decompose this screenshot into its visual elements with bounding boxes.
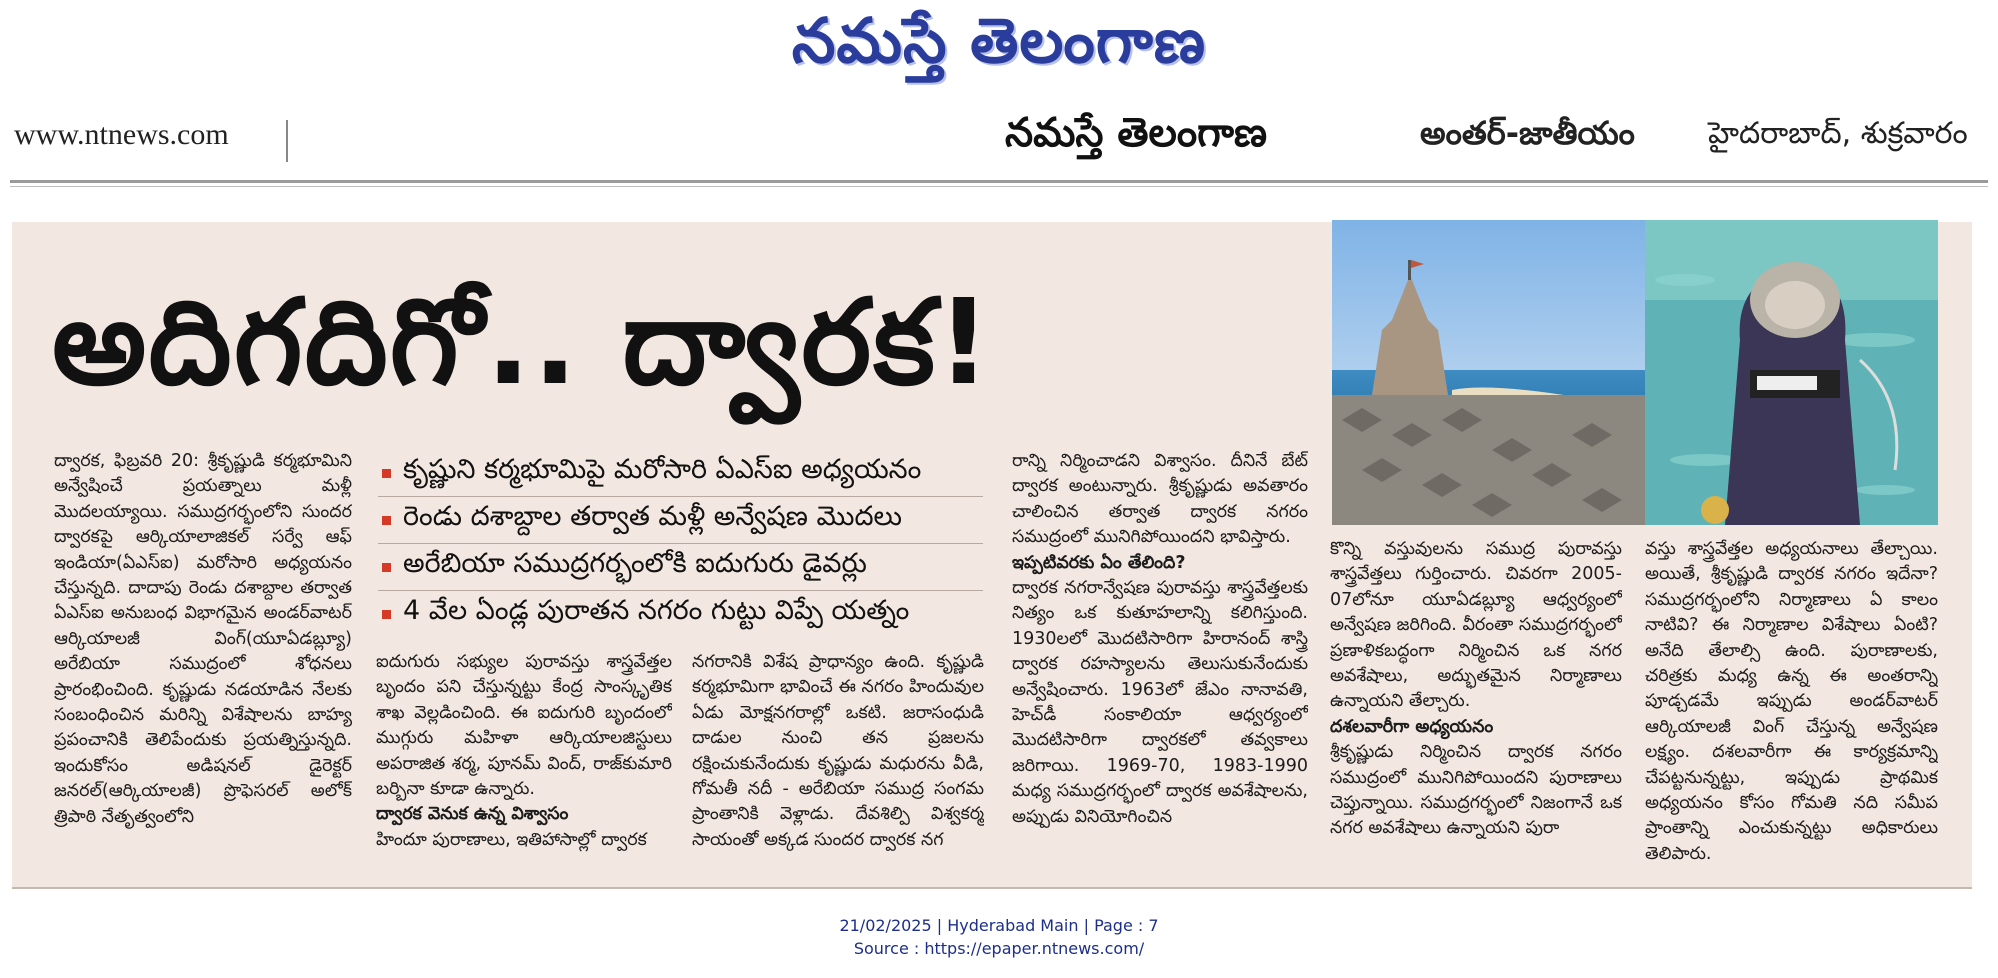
column-4-text: రాన్ని నిర్మించాడని విశ్వాసం. దీనినే బేట్ ద్వారక అంటున్నారు. శ్రీకృష్ణుడు అవతారం చాలించిన తర్వాత ద్వారక నగరం సముద్రంలో మునిగిపోయిందని భావిస్తారు. — [1012, 451, 1308, 548]
diver-photo — [1645, 220, 1938, 525]
highlight-text: 4 వేల ఏండ్ల పురాతన నగరం గుట్టు విప్పే యత్నం — [403, 595, 910, 626]
column-4-body: ద్వారక నగరాన్వేషణ పురావస్తు శాస్త్రవేత్తలకు నిత్యం ఒక కుతూహలాన్ని కలిగిస్తుంది. 1930లలో మొదటిసారిగా హిరానంద్ శాస్త్రి ద్వారక రహస్యాలను తెలుసుకునేందుకు అన్వేషించారు. 1963లో జేఎం నానావతి, హెచ్‌డీ సంకాలియా ఆధ్వర్యంలో మొదటిసారిగా ద్వారకలో తవ్వకాలు జరిగాయి. 1969-70, 1983-1990 మధ్య సముద్రగర్భంలో ద్వారక అవశేషాలను, అప్పుడు వినియోగించిన — [1012, 578, 1308, 827]
column-3-text: నగరానికి విశేష ప్రాధాన్యం ఉంది. కృష్ణుడి కర్మభూమిగా భావించే ఈ నగరం హిందువుల ఏడు మోక్షనగరాల్లో ఒకటి. జరాసంధుడి దాడుల నుంచి తన ప్రజలను రక్షించుకునేందుకు కృష్ణుడు మధురను వీడి, గోమతీ నదీ - అరేబియా సముద్ర సంగమ ప్రాంతానికి వెళ్లాడు. దేవశిల్పి విశ్వకర్మ సాయంతో అక్కడ సుందర ద్వారక నగ — [692, 652, 984, 850]
bullet-square-icon — [382, 516, 391, 525]
highlight-text: కృష్ణుని కర్మభూమిపై మరోసారి ఏఎస్ఐ అధ్యయనం — [403, 454, 922, 485]
header-divider — [286, 120, 288, 162]
article-column-2 — [376, 650, 672, 872]
masthead-logo: నమస్తే తెలంగాణ — [791, 4, 1207, 77]
site-url[interactable]: www.ntnews.com — [14, 118, 229, 151]
bullet-square-icon — [382, 563, 391, 572]
column-2-text: ఐదుగురు సభ్యుల పురావస్తు శాస్త్రవేత్తల బృందం పని చేస్తున్నట్టు కేంద్ర సాంస్కృతిక శాఖ వెల్లడించింది. ఈ ఐదుగురి బృందంలో ముగ్గురు మహిళా ఆర్కియాలజిస్టులు అపరాజిత శర్మ, పూనమ్ వింద్, రాజ్‌కుమారి బర్బినా కూడా ఉన్నారు. — [376, 652, 672, 800]
highlight-item — [378, 591, 983, 637]
header-rule — [10, 180, 1988, 183]
city-date: హైదరాబాద్, శుక్రవారం — [1708, 116, 1968, 151]
column-2-tail: హిందూ పురాణాలు, ఇతిహాసాల్లో ద్వారక — [376, 829, 647, 850]
column-2-subheading: ద్వారక వెనుక ఉన్న విశ్వాసం — [376, 804, 569, 825]
article-column-4 — [1012, 449, 1308, 871]
article-column-1 — [54, 449, 352, 871]
column-5-body: శ్రీకృష్ణుడు నిర్మించిన ద్వారక నగరం సముద్రంలో మునిగిపోయిందని పురాణాలు చెప్తున్నాయి. సముద్రగర్భంలో నిజంగానే ఒక నగర అవశేషాలు ఉన్నాయని పురా — [1330, 742, 1622, 839]
article-column-3 — [692, 650, 984, 872]
column-1-text: ద్వారక, ఫిబ్రవరి 20: శ్రీకృష్ణుడి కర్మభూమిని అన్వేషించే ప్రయత్నాలు మళ్లీ మొదలయ్యాయి. సముద్రగర్భంలోని సుందర ద్వారకపై ఆర్కియాలాజికల్ సర్వే ఆఫ్ ఇండియా(ఏఎస్ఐ) మరోసారి అధ్యయనం చేస్తున్నది. దాదాపు రెండు దశాబ్దాల తర్వాత ఏఎస్ఐ అనుబంధ విభాగమైన అండర్‌వాటర్ ఆర్కియాలజీ వింగ్(యూఏడబ్ల్యూ) అరేబియా సముద్రంలో శోధనలు ప్రారంభించింది. కృష్ణుడు నడయాడిన నేలకు సంబంధించిన మరిన్ని విశేషాలను బాహ్య ప్రపంచానికి తెలిపేందుకు ప్రయత్నిస్తున్నది. ఇందుకోసం అడిషనల్ డైరెక్టర్ జనరల్(ఆర్కియాలజీ) ప్రొఫెసరల్ అలోక్ త్రిపాఠి నేతృత్వంలోని — [54, 451, 352, 827]
footer-source-link[interactable]: Source : https://epaper.ntnews.com/ — [853, 939, 1145, 958]
highlight-text: రెండు దశాబ్దాల తర్వాత మళ్లీ అన్వేషణ మొదలు — [403, 501, 902, 532]
highlight-item — [378, 450, 983, 497]
header-rule-thin — [10, 186, 1988, 187]
temple-coast-photo — [1332, 220, 1645, 525]
highlight-text: అరేబియా సముద్రగర్భంలోకి ఐదుగురు డైవర్లు — [403, 548, 867, 579]
column-5-subheading: దశలవారీగా అధ్యయనం — [1330, 716, 1494, 737]
section-name: అంతర్-జాతీయం — [1420, 114, 1635, 152]
highlight-item — [378, 544, 983, 591]
header-brand: నమస్తే తెలంగాణ — [1005, 110, 1268, 156]
article-headline: అదిగదిగో.. ద్వారక! — [52, 273, 993, 411]
article-column-5 — [1330, 537, 1622, 871]
bullet-square-icon — [382, 610, 391, 619]
highlights-list — [378, 450, 983, 637]
article-column-6 — [1645, 537, 1938, 871]
footer-edition-info: 21/02/2025 | Hyderabad Main | Page : 7 — [839, 916, 1159, 935]
bullet-square-icon — [382, 469, 391, 478]
column-5-text: కొన్ని వస్తువులను సముద్ర పురావస్తు శాస్త్రవేత్తలు గుర్తించారు. చివరగా 2005-07లోనూ యూఏడబ్ల్యూ ఆధ్వర్యంలో అన్వేషణ జరిగింది. వీరంతా సముద్రగర్భంలో ప్రణాళికబద్ధంగా నిర్మించిన ఒక నగర అవశేషాలు, అద్భుతమైన నిర్మాణాలు ఉన్నాయని తేల్చారు. — [1330, 539, 1622, 712]
highlight-item — [378, 497, 983, 544]
column-4-subheading: ఇప్పటివరకు ఏం తేలింది? — [1012, 552, 1186, 573]
column-6-text: వస్తు శాస్త్రవేత్తల అధ్యయనాలు తేల్చాయి. అయితే, శ్రీకృష్ణుడి ద్వారక నగరం ఇదేనా? సముద్రగర్భంలోని నిర్మాణాలు ఏ కాలం నాటివి? ఈ నిర్మాణాల విశేషాలు ఏంటి? అనేది తేలాల్సి ఉంది. పురాణాలకు, చరిత్రకు మధ్య ఉన్న ఈ అంతరాన్ని పూడ్చడమే ఇప్పుడు అండర్‌వాటర్ ఆర్కియాలజీ వింగ్ చేస్తున్న అన్వేషణ లక్ష్యం. దశలవారీగా ఈ కార్యక్రమాన్ని చేపట్టనున్నట్టు, ఇప్పుడు ప్రాథమిక అధ్యయనం కోసం గోమతి నది సమీప ప్రాంతాన్ని ఎంచుకున్నట్టు అధికారులు తెలిపారు. — [1645, 539, 1938, 864]
